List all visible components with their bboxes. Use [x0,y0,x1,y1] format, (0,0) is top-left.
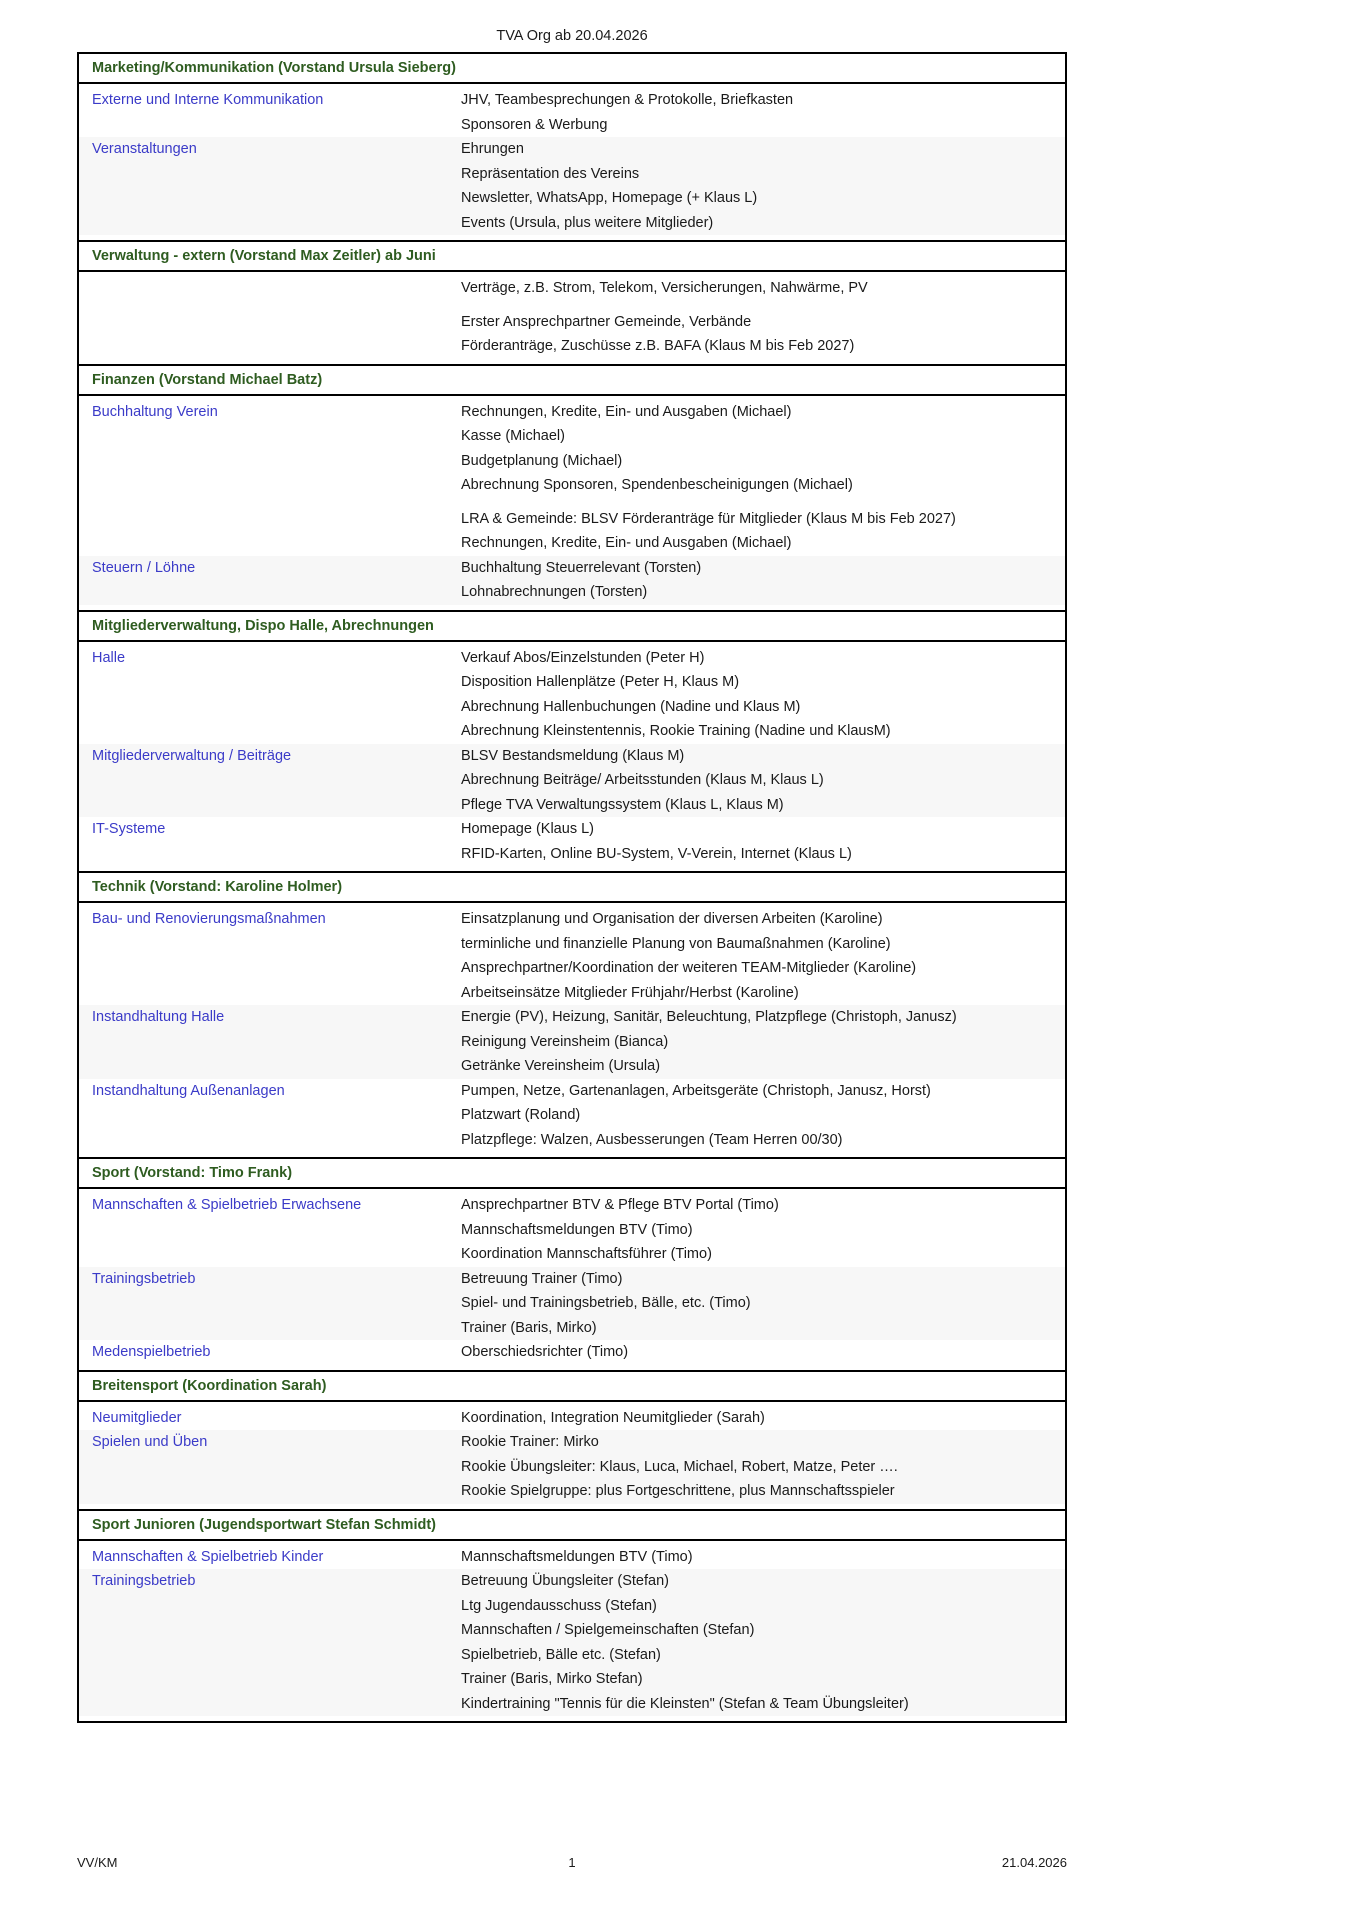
section-header: Technik (Vorstand: Karoline Holmer) [79,871,1065,903]
area-label: Neumitglieder [92,1409,182,1426]
task-lines [461,744,1065,818]
task-line: Budgetplanung (Michael) [461,452,623,469]
task-line: Spielbetrieb, Bälle etc. (Stefan) [461,1646,661,1663]
task-line: Buchhaltung Steuerrelevant (Torsten) [461,559,702,576]
area-label: Instandhaltung Außenanlagen [92,1082,285,1099]
footer-date: 21.04.2026 [1001,1855,1067,1870]
assignment-group [79,1005,1065,1079]
footer-author-initials: VV/KM [77,1855,118,1870]
task-line: Sponsoren & Werbung [461,116,608,133]
assignment-group [79,1340,1065,1365]
area-label: Buchhaltung Verein [92,403,218,420]
area-label: Mannschaften & Spielbetrieb Erwachsene [92,1197,362,1213]
area-label: IT-Systeme [92,821,166,837]
task-line: Verträge, z.B. Strom, Telekom, Versicherungen, Nahwärme, PV [461,280,868,296]
task-lines [461,1545,1065,1570]
section-header: Sport (Vorstand: Timo Frank) [79,1157,1065,1189]
page-footer [77,1855,1067,1870]
task-line: Kasse (Michael) [461,428,565,444]
task-line: Energie (PV), Heizung, Sanitär, Beleuchtung, Platzpflege (Christoph, Janusz) [461,1009,957,1025]
task-line: Pumpen, Netze, Gartenanlagen, Arbeitsgeräte (Christoph, Janusz, Horst) [461,1082,931,1099]
task-line: Repräsentation des Vereins [461,165,640,182]
section-body [79,1541,1065,1722]
task-line: Platzwart (Roland) [461,1107,581,1123]
section-body [79,84,1065,240]
task-lines [461,1267,1065,1341]
section-header: Breitensport (Koordination Sarah) [79,1370,1065,1402]
area-label: Medenspielbetrieb [92,1344,211,1360]
assignment-group [79,137,1065,235]
task-line: Betreuung Übungsleiter (Stefan) [461,1573,669,1589]
section-body [79,396,1065,610]
task-line: Platzpflege: Walzen, Ausbesserungen (Team Herren 00/30) [461,1131,843,1148]
task-line: Betreuung Trainer (Timo) [461,1270,623,1287]
section-body [79,903,1065,1157]
task-line: Spiel- und Trainingsbetrieb, Bälle, etc. (Timo) [461,1295,751,1311]
task-line: Arbeitseinsätze Mitglieder Frühjahr/Herbst (Karoline) [461,984,799,1001]
area-label: Instandhaltung Halle [92,1009,225,1025]
task-lines [461,556,1065,605]
task-line: Abrechnung Beiträge/ Arbeitsstunden (Klaus M, Klaus L) [461,772,824,788]
task-line: Ansprechpartner BTV & Pflege BTV Portal (Timo) [461,1197,779,1213]
task-line: Trainer (Baris, Mirko Stefan) [461,1671,643,1687]
task-line: Pflege TVA Verwaltungssystem (Klaus L, Klaus M) [461,796,784,813]
task-line: Abrechnung Hallenbuchungen (Nadine und Klaus M) [461,698,801,715]
task-line: Rechnungen, Kredite, Ein- und Ausgaben (Michael) [461,403,792,420]
task-lines [461,1005,1065,1079]
task-line: Ansprechpartner/Koordination der weiteren TEAM-Mitglieder (Karoline) [461,960,917,976]
task-line: Mannschaftsmeldungen BTV (Timo) [461,1221,693,1238]
area-label: Trainingsbetrieb [92,1573,196,1589]
assignment-group [79,276,1065,301]
task-line: Koordination, Integration Neumitglieder (Sarah) [461,1409,765,1426]
task-line: Homepage (Klaus L) [461,821,594,837]
area-label: Mannschaften & Spielbetrieb Kinder [92,1548,324,1565]
section-body [79,1402,1065,1509]
assignment-group [79,744,1065,818]
assignment-group [79,1430,1065,1504]
task-lines [461,907,1065,1005]
task-lines [461,507,1065,556]
assignment-group [79,907,1065,1005]
task-lines [461,137,1065,235]
task-line: Mannschaftsmeldungen BTV (Timo) [461,1548,693,1565]
task-lines [461,276,1065,301]
task-line: Erster Ansprechpartner Gemeinde, Verbände [461,313,752,330]
area-label: Halle [92,649,126,666]
task-line: terminliche und finanzielle Planung von Baumaßnahmen (Karoline) [461,935,891,952]
section-header: Verwaltung - extern (Vorstand Max Zeitler) ab Juni [79,240,1065,272]
task-line: Abrechnung Sponsoren, Spendenbescheinigungen (Michael) [461,477,853,493]
task-line: Reinigung Vereinsheim (Bianca) [461,1033,669,1050]
page-title: TVA Org ab 20.04.2026 [496,28,648,44]
assignment-group [79,310,1065,359]
assignment-group [79,400,1065,498]
task-line: Trainer (Baris, Mirko) [461,1319,597,1336]
task-line: Rechnungen, Kredite, Ein- und Ausgaben (Michael) [461,535,792,551]
task-line: LRA & Gemeinde: BLSV Förderanträge für Mitglieder (Klaus M bis Feb 2027) [461,510,956,527]
task-lines [461,1340,1065,1365]
area-label: Externe und Interne Kommunikation [92,92,324,108]
task-line: Mannschaften / Spielgemeinschaften (Stefan) [461,1622,755,1638]
task-line: JHV, Teambesprechungen & Protokolle, Briefkasten [461,92,794,108]
assignment-group [79,1267,1065,1341]
task-line: Koordination Mannschaftsführer (Timo) [461,1246,712,1262]
section-header: Finanzen (Vorstand Michael Batz) [79,364,1065,396]
task-line: Abrechnung Kleinstentennis, Rookie Training (Nadine und KlausM) [461,723,891,739]
task-lines [461,646,1065,744]
assignment-group [79,1079,1065,1153]
assignment-group [79,1569,1065,1716]
section-header: Sport Junioren (Jugendsportwart Stefan Schmidt) [79,1509,1065,1541]
assignment-group [79,1193,1065,1267]
assignment-group [79,817,1065,866]
task-line: Lohnabrechnungen (Torsten) [461,584,648,600]
assignment-group [79,1406,1065,1431]
task-line: Ltg Jugendausschuss (Stefan) [461,1597,657,1614]
task-lines [461,88,1065,137]
area-label: Bau- und Renovierungsmaßnahmen [92,911,326,927]
footer-page-number: 1 [568,1855,576,1870]
section-body [79,272,1065,364]
task-line: Verkauf Abos/Einzelstunden (Peter H) [461,649,705,666]
section-header: Mitgliederverwaltung, Dispo Halle, Abrechnungen [79,610,1065,642]
task-lines [461,1193,1065,1267]
area-label: Veranstaltungen [92,141,197,157]
task-line: Rookie Spielgruppe: plus Fortgeschrittene, plus Mannschaftsspieler [461,1483,895,1499]
task-line: Rookie Trainer: Mirko [461,1434,599,1450]
task-line: Disposition Hallenplätze (Peter H, Klaus M) [461,674,740,690]
task-line: Förderanträge, Zuschüsse z.B. BAFA (Klaus M bis Feb 2027) [461,338,855,354]
task-line: Newsletter, WhatsApp, Homepage (+ Klaus L) [461,190,758,206]
task-lines [461,1079,1065,1153]
task-line: RFID-Karten, Online BU-System, V-Verein, Internet (Klaus L) [461,845,852,862]
assignment-group [79,1545,1065,1570]
task-line: Oberschiedsrichter (Timo) [461,1344,629,1360]
area-label: Steuern / Löhne [92,559,196,576]
area-label: Mitgliederverwaltung / Beiträge [92,747,292,764]
org-table [77,52,1067,1723]
task-lines [461,1569,1065,1716]
task-line: Kindertraining "Tennis für die Kleinsten" (Stefan & Team Übungsleiter) [461,1695,909,1712]
task-lines [461,1430,1065,1504]
assignment-group [79,88,1065,137]
task-line: Ehrungen [461,141,524,157]
assignment-group [79,507,1065,556]
area-label: Spielen und Üben [92,1434,208,1450]
task-line: BLSV Bestandsmeldung (Klaus M) [461,747,685,764]
section-header: Marketing/Kommunikation (Vorstand Ursula Sieberg) [79,54,1065,84]
task-line: Rookie Übungsleiter: Klaus, Luca, Michael, Robert, Matze, Peter …. [461,1458,898,1475]
task-lines [461,400,1065,498]
task-lines [461,1406,1065,1431]
task-line: Events (Ursula, plus weitere Mitglieder) [461,214,714,231]
task-line: Getränke Vereinsheim (Ursula) [461,1058,661,1074]
task-line: Einsatzplanung und Organisation der diversen Arbeiten (Karoline) [461,911,883,927]
task-lines [461,817,1065,866]
area-label: Trainingsbetrieb [92,1270,196,1287]
section-body [79,1189,1065,1370]
section-body [79,642,1065,872]
task-lines [461,310,1065,359]
assignment-group [79,646,1065,744]
assignment-group [79,556,1065,605]
